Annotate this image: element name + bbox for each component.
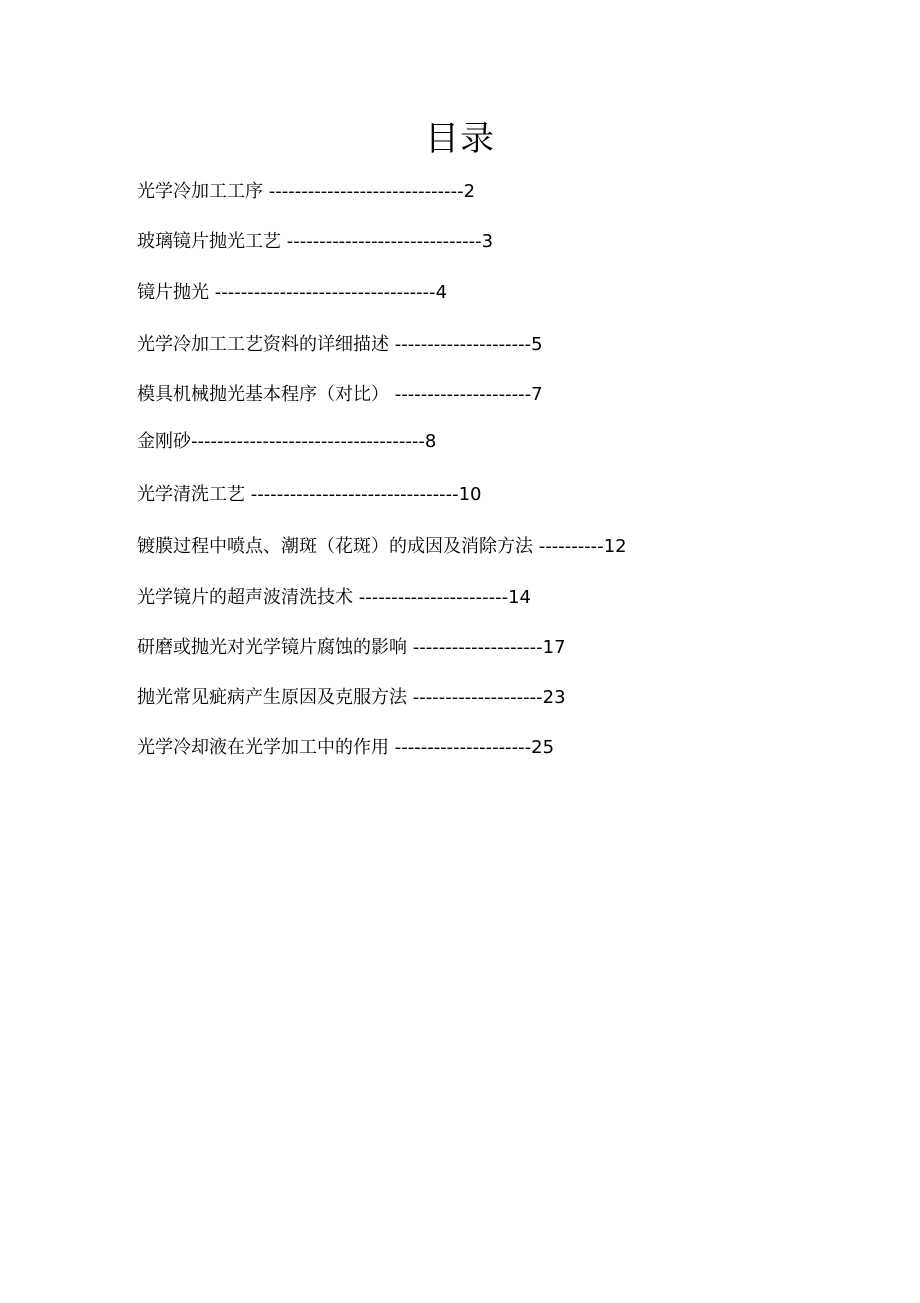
toc-page-number: 25 xyxy=(531,737,555,758)
toc-entry xyxy=(137,333,543,357)
toc-page-number: 17 xyxy=(542,637,566,658)
toc-page-number: 7 xyxy=(531,384,543,405)
toc-page-number: 5 xyxy=(531,334,543,355)
toc-entry xyxy=(137,281,447,305)
toc-leader: ------------------------------------ xyxy=(191,431,425,452)
toc-heading: 光学清洗工艺 xyxy=(137,484,245,505)
toc-leader: --------------------- xyxy=(389,737,532,758)
toc-page-number: 4 xyxy=(435,282,448,303)
toc-heading: 模具机械抛光基本程序（对比） xyxy=(137,384,389,405)
toc-leader: --------------------- xyxy=(389,334,532,355)
toc-leader: ---------------------------------- xyxy=(209,282,436,303)
toc-heading: 光学冷加工工艺资料的详细描述 xyxy=(137,334,389,355)
toc-page-number: 10 xyxy=(458,484,482,505)
toc-heading: 镀膜过程中喷点、潮斑（花斑）的成因及消除方法 xyxy=(137,536,533,557)
page-title: 目录 xyxy=(425,119,495,159)
toc-entry xyxy=(137,430,436,454)
toc-page-number: 2 xyxy=(463,181,476,202)
toc-leader: ------------------------------ xyxy=(263,181,464,202)
toc-leader: ------------------------------ xyxy=(281,231,482,252)
toc-entry xyxy=(137,636,566,660)
toc-page-number: 23 xyxy=(542,687,566,708)
toc-page-number: 12 xyxy=(603,536,627,557)
toc-heading: 研磨或抛光对光学镜片腐蚀的影响 xyxy=(137,637,407,658)
toc-entry xyxy=(137,686,566,710)
toc-entry xyxy=(137,483,481,507)
toc-leader: -------------------- xyxy=(407,637,543,658)
toc-entry xyxy=(137,535,627,559)
toc-entry xyxy=(137,180,475,204)
toc-leader: ----------------------- xyxy=(353,587,509,608)
toc-leader: -------------------------------- xyxy=(245,484,459,505)
toc-heading: 镜片抛光 xyxy=(137,282,209,303)
toc-leader: --------------------- xyxy=(389,384,532,405)
toc-page-number: 3 xyxy=(481,231,494,252)
toc-heading: 抛光常见疵病产生原因及克服方法 xyxy=(137,687,407,708)
toc-leader: ---------- xyxy=(533,536,604,557)
toc-entry xyxy=(137,230,493,254)
toc-entry xyxy=(137,586,531,610)
toc-page-number: 14 xyxy=(508,587,532,608)
toc-heading: 玻璃镜片抛光工艺 xyxy=(137,231,281,252)
toc-page-number: 8 xyxy=(424,431,437,452)
toc-leader: -------------------- xyxy=(407,687,543,708)
toc-heading: 光学镜片的超声波清洗技术 xyxy=(137,587,353,608)
toc-entry xyxy=(137,736,554,760)
toc-heading: 金刚砂 xyxy=(137,431,191,452)
toc-entry xyxy=(137,383,543,407)
toc-heading: 光学冷加工工序 xyxy=(137,181,263,202)
toc-heading: 光学冷却液在光学加工中的作用 xyxy=(137,737,389,758)
